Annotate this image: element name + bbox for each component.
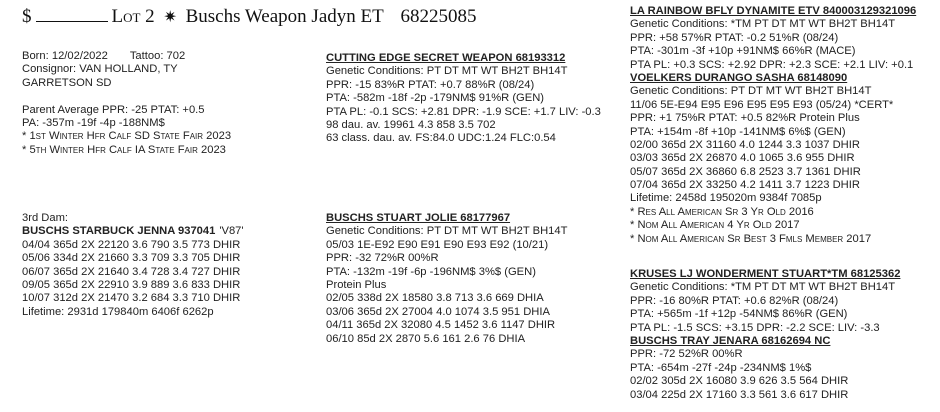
detail-line: PTA PL: -1.5 SCS: +3.15 DPR: -2.2 SCE: LIV: -3.3 [630, 321, 880, 334]
detail-line: 02/02 305d 2X 16080 3.9 626 3.5 564 DHIR [630, 375, 849, 388]
detail-line: 02/05 338d 2X 18580 3.8 713 3.6 669 DHIA [326, 292, 544, 305]
detail-line: 03/04 225d 2X 17160 3.3 561 3.6 617 DHIR [630, 388, 849, 401]
detail-line: 05/03 1E-E92 E90 E91 E90 E93 E92 (10/21) [326, 238, 549, 251]
record-line: 09/05 365d 2X 22910 3.9 889 3.6 833 DHIR [22, 278, 241, 291]
detail-line: 04/11 365d 2X 32080 4.5 1452 3.6 1147 DHIR [326, 319, 556, 332]
detail-line: PPR: -32 72%R 00%R [326, 252, 439, 265]
dam-sire-name: KRUSES LJ WONDERMENT STUART*TM 68125362 [630, 268, 901, 280]
sire-dam-details [630, 85, 916, 206]
parent-average-pta: PA: -357m -19f -4p -188NM$ [22, 116, 165, 129]
detail-line: PTA: -582m -18f -2p -179NM$ 91%R (GEN) [326, 92, 545, 105]
consignor: Consignor: VAN HOLLAND, TY [22, 63, 178, 76]
animal-info [22, 50, 231, 157]
record-line: 05/06 334d 2X 21660 3.3 709 3.3 705 DHIR [22, 252, 241, 265]
detail-line: PPR: -72 52%R 00%R [630, 348, 743, 361]
sire-name: CUTTING EDGE SECRET WEAPON 68193312 [326, 52, 566, 64]
sire-sire-name: LA RAINBOW BFLY DYNAMITE ETV 840003129321096 [630, 5, 917, 17]
detail-line: PTA: +154m -8f +10p -141NM$ 6%$ (GEN) [630, 125, 846, 138]
third-dam-name: BUSCHS STARBUCK JENNA 937041 [22, 225, 216, 238]
detail-line: Lifetime: 2458d 195020m 9384f 7085p [630, 192, 822, 205]
lot-title [22, 6, 480, 29]
detail-line: 02/00 365d 2X 31160 4.0 1244 3.3 1037 DHIR [630, 138, 860, 151]
record-line: 04/04 365d 2X 22120 3.6 790 3.5 773 DHIR [22, 238, 241, 251]
detail-line: 03/06 365d 2X 27004 4.0 1074 3.5 951 DHIA [326, 305, 550, 318]
detail-line: Genetic Conditions: *TM PT DT MT WT BH2T BH14T [630, 18, 896, 31]
sire-details [326, 65, 601, 145]
detail-line: PTA PL: -0.1 SCS: +2.81 DPR: -1.9 SCE: +1.7 LIV: -0.3 [326, 105, 601, 118]
detail-line: PPR: +58 57%R PTAT: -0.2 51%R (08/24) [630, 31, 839, 44]
location: GARRETSON SD [22, 76, 112, 89]
dam-dam-details [630, 348, 900, 402]
registration-number: 68225085 [400, 6, 477, 27]
detail-line: PTA: +565m -1f +12p -54NM$ 86%R (GEN) [630, 308, 848, 321]
detail-line: Genetic Conditions: PT DT MT WT BH2T BH14T [326, 225, 568, 238]
classification-score: 'V87' [219, 225, 244, 238]
star-icon: ✷ [163, 9, 177, 26]
record-line: 06/07 365d 2X 21640 3.4 728 3.4 727 DHIR [22, 265, 241, 278]
dam-sire-details [630, 281, 900, 335]
detail-line: PPR: -16 80%R PTAT: +0.6 82%R (08/24) [630, 294, 839, 307]
detail-line: Protein Plus [326, 278, 387, 291]
sire [326, 52, 601, 146]
detail-line: 05/07 365d 2X 36860 6.8 2523 3.7 1361 DHIR [630, 165, 861, 178]
sire-sire-details [630, 18, 916, 72]
third-dam-label: 3rd Dam: [22, 212, 69, 224]
dam-sire [630, 268, 900, 402]
dam [326, 212, 567, 346]
detail-line: PTA: -132m -19f -6p -196NM$ 3%$ (GEN) [326, 265, 536, 278]
award-line: * Nom All American Sr Best 3 Fmls Member 2017 [630, 232, 872, 245]
dam-dam-name: BUSCHS TRAY JENARA 68162694 NC [630, 334, 831, 347]
detail-line: 63 class. dau. av. FS:84.0 UDC:1.24 FLC:0.54 [326, 132, 556, 145]
sire-dam-awards [630, 206, 916, 246]
detail-line: PPR: -15 83%R PTAT: +0.7 88%R (08/24) [326, 78, 535, 91]
price-blank [36, 7, 108, 22]
dollar-sign: $ [22, 6, 32, 27]
detail-line: PTA: -654m -27f -24p -234NM$ 1%$ [630, 361, 812, 374]
parent-average: Parent Average PPR: -25 PTAT: +0.5 [22, 103, 205, 116]
animal-name: Buschs Weapon Jadyn ET [185, 6, 384, 27]
sire-dam-name: VOELKERS DURANGO SASHA 68148090 [630, 71, 848, 84]
third-dam [22, 212, 244, 319]
detail-line: 07/04 365d 2X 33250 4.2 1411 3.7 1223 DHIR [630, 179, 860, 192]
tattoo: Tattoo: 702 [129, 50, 186, 62]
born: Born: 12/02/2022 [22, 50, 108, 62]
detail-line: PTA PL: +0.3 SCS: +2.92 DPR: +2.3 SCE: +2.1 LIV: +0.1 [630, 58, 914, 71]
dam-name: BUSCHS STUART JOLIE 68177967 [326, 212, 511, 224]
record-line: 10/07 312d 2X 21470 3.2 684 3.3 710 DHIR [22, 292, 241, 305]
detail-line: PTA: -301m -3f +10p +91NM$ 66%R (MACE) [630, 45, 856, 58]
third-dam-records [22, 239, 244, 319]
record-line: Lifetime: 2931d 179840m 6406f 6262p [22, 305, 214, 318]
award: * 5th Winter Hfr Calf IA State Fair 2023 [22, 143, 226, 156]
detail-line: 03/03 365d 2X 26870 4.0 1065 3.6 955 DHIR [630, 152, 855, 165]
detail-line: Genetic Conditions: PT DT MT WT BH2T BH14T [326, 65, 568, 78]
lot-number: Lot 2 [111, 6, 155, 27]
sire-sire [630, 5, 916, 246]
dam-details [326, 225, 567, 346]
award-line: * Nom All American 4 Yr Old 2017 [630, 219, 800, 232]
detail-line: 06/10 85d 2X 2870 5.6 161 2.6 76 DHIA [326, 332, 526, 345]
detail-line: 98 dau. av. 19961 4.3 858 3.5 702 [326, 118, 496, 131]
detail-line: Genetic Conditions: *TM PT DT MT WT BH2T BH14T [630, 281, 896, 294]
detail-line: 11/06 5E-E94 E95 E96 E95 E95 E93 (05/24) *CERT* [630, 98, 894, 111]
detail-line: PPR: +1 75%R PTAT: +0.5 82%R Protein Plus [630, 112, 860, 125]
award: * 1st Winter Hfr Calf SD State Fair 2023 [22, 130, 232, 143]
award-line: * Res All American Sr 3 Yr Old 2016 [630, 205, 814, 218]
detail-line: Genetic Conditions: PT DT MT WT BH2T BH14T [630, 85, 872, 98]
